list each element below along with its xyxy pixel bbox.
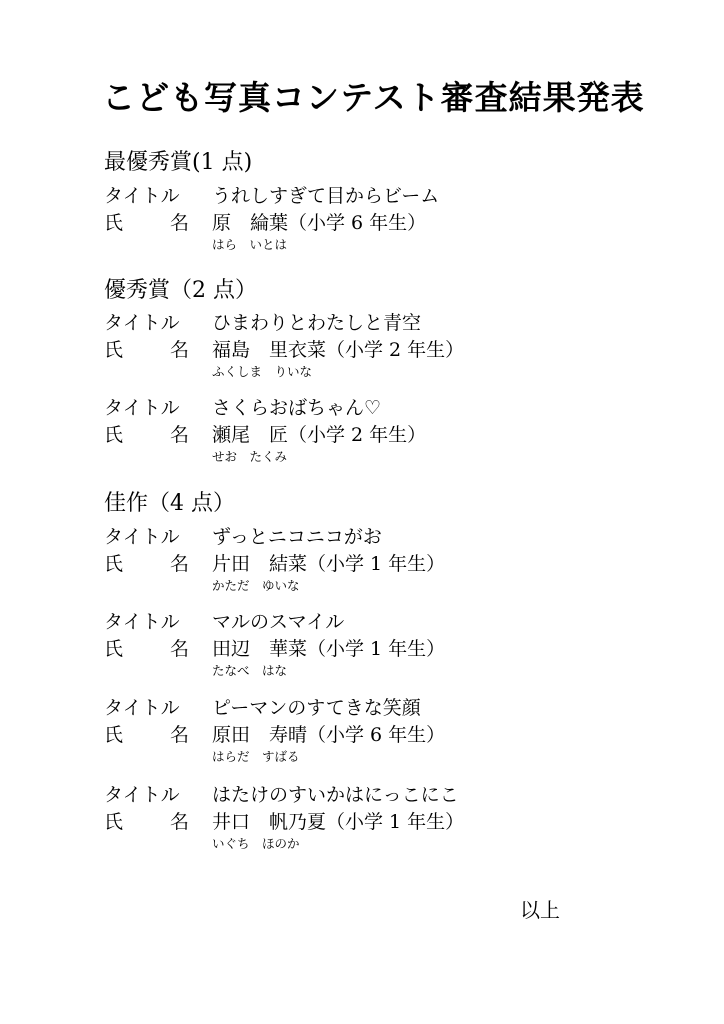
entry-name: 福島 里衣菜（小学 2 年生）	[212, 339, 465, 361]
entry-name-row	[104, 335, 664, 362]
entry-reading: せお たくみ	[212, 449, 288, 464]
title-label: タイトル	[104, 185, 180, 207]
name-label-2: 名	[170, 724, 190, 746]
entry-reading-row	[104, 447, 664, 467]
name-label-2: 名	[170, 212, 190, 234]
section-heading-excellence-prize: 優秀賞（2 点）	[104, 278, 257, 303]
entry-name: 片田 結菜（小学 1 年生）	[212, 553, 446, 575]
entry-title: さくらおばちゃん♡	[212, 397, 382, 419]
entry-reading: いぐち ほのか	[212, 836, 300, 851]
entry-reading-row	[104, 747, 664, 767]
title-label: タイトル	[104, 312, 180, 334]
entry-title: マルのスマイル	[212, 611, 345, 633]
name-label-2: 名	[170, 424, 190, 446]
entry-name: 瀬尾 匠（小学 2 年生）	[212, 424, 427, 446]
name-label-2: 名	[170, 553, 190, 575]
name-label-1: 氏	[104, 724, 124, 746]
award-entry	[104, 607, 664, 681]
award-entry	[104, 522, 664, 596]
entry-name: 井口 帆乃夏（小学 1 年生）	[212, 811, 465, 833]
entry-title-row	[104, 181, 664, 208]
name-label-1: 氏	[104, 339, 124, 361]
title-label: タイトル	[104, 526, 180, 548]
title-label: タイトル	[104, 697, 180, 719]
entry-reading-row	[104, 834, 664, 854]
award-entry	[104, 780, 664, 854]
entry-title-row	[104, 780, 664, 807]
name-label-2: 名	[170, 638, 190, 660]
entry-title-row	[104, 522, 664, 549]
entry-title: ずっとニコニコがお	[212, 526, 382, 548]
entry-title-row	[104, 393, 664, 420]
entry-name-row	[104, 208, 664, 235]
entry-reading-row	[104, 661, 664, 681]
entry-reading: かただ ゆいな	[212, 578, 300, 593]
entry-name-row	[104, 720, 664, 747]
name-label-1: 氏	[104, 553, 124, 575]
name-label-1: 氏	[104, 212, 124, 234]
entry-name: 原 綸葉（小学 6 年生）	[212, 212, 427, 234]
entry-reading: たなべ はな	[212, 663, 288, 678]
name-label-1: 氏	[104, 638, 124, 660]
name-label-2: 名	[170, 339, 190, 361]
entry-name-row	[104, 420, 664, 447]
section-heading-honorable-mention: 佳作（4 点）	[104, 491, 235, 516]
entry-title-row	[104, 308, 664, 335]
section-heading-grand-prize: 最優秀賞(1 点)	[104, 150, 253, 175]
entry-name-row	[104, 807, 664, 834]
entry-reading-row	[104, 576, 664, 596]
entry-title: はたけのすいかはにっこにこ	[212, 784, 459, 806]
award-entry	[104, 693, 664, 767]
entry-title: ピーマンのすてきな笑顔	[212, 697, 421, 719]
title-label: タイトル	[104, 611, 180, 633]
page-title: こども写真コンテスト審査結果発表	[102, 78, 645, 117]
entry-name-row	[104, 549, 664, 576]
award-entry	[104, 308, 664, 382]
entry-reading: はらだ すばる	[212, 749, 300, 764]
entry-title-row	[104, 693, 664, 720]
entry-reading-row	[104, 235, 664, 255]
closing-mark: 以上	[520, 898, 560, 922]
entry-reading-row	[104, 362, 664, 382]
name-label-2: 名	[170, 811, 190, 833]
title-label: タイトル	[104, 397, 180, 419]
entry-title: ひまわりとわたしと青空	[212, 312, 422, 334]
title-label: タイトル	[104, 784, 180, 806]
award-entry	[104, 393, 664, 467]
entry-reading: はら いとは	[212, 237, 288, 252]
name-label-1: 氏	[104, 424, 124, 446]
entry-name: 原田 寿晴（小学 6 年生）	[212, 724, 446, 746]
entry-name-row	[104, 634, 664, 661]
entry-title-row	[104, 607, 664, 634]
entry-reading: ふくしま りいな	[212, 364, 313, 379]
entry-title: うれしすぎて目からビーム	[212, 185, 440, 207]
name-label-1: 氏	[104, 811, 124, 833]
award-entry	[104, 181, 664, 255]
entry-name: 田辺 華菜（小学 1 年生）	[212, 638, 446, 660]
